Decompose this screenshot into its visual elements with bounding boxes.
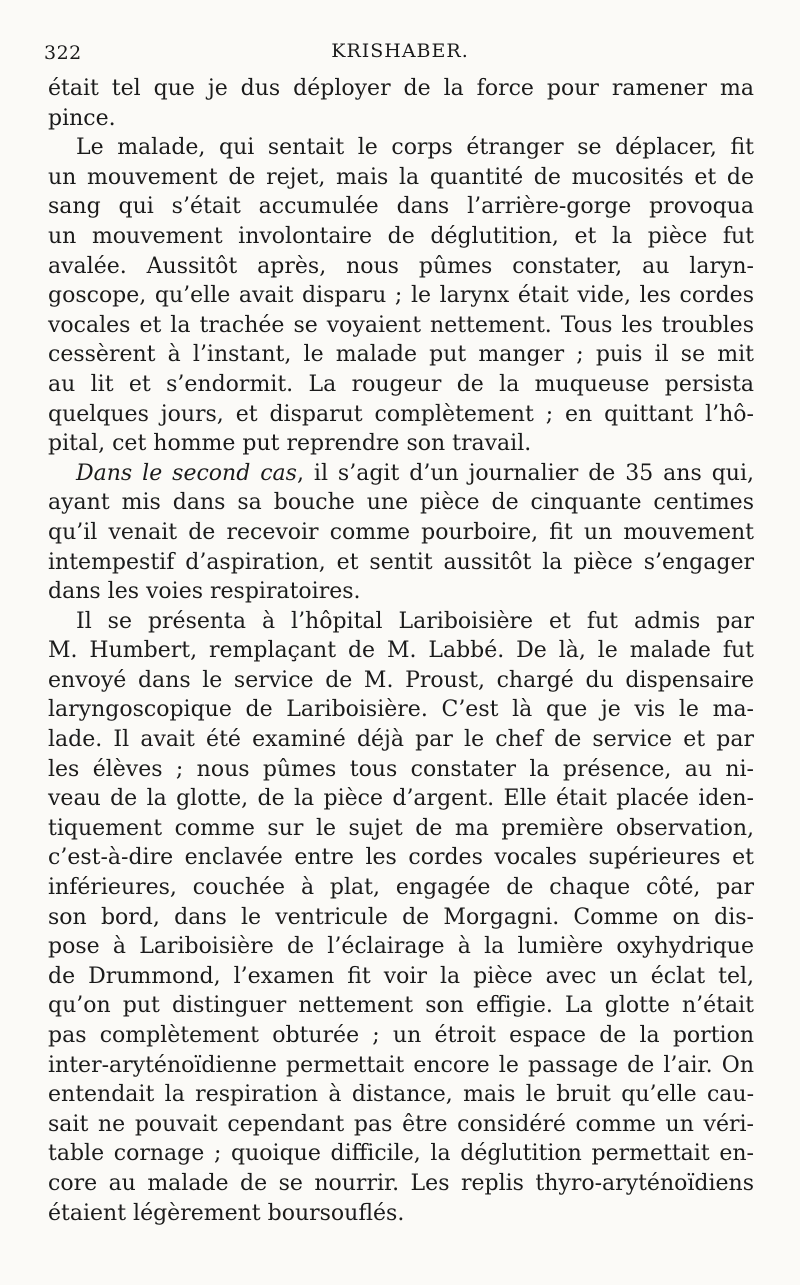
text-line: pital, cet homme put reprendre son travail. bbox=[48, 431, 532, 457]
text-line: inter-aryténoïdienne permettait encore le passage de l’air. On bbox=[48, 1052, 754, 1078]
text-line: tiquement comme sur le sujet de ma première observation, bbox=[48, 815, 754, 841]
page-number: 322 bbox=[44, 42, 82, 64]
text-line: goscope, qu’elle avait disparu ; le larynx était vide, les cordes bbox=[48, 283, 754, 309]
paragraph-first-line: Il se présenta à l’hôpital Lariboisière et fut admis par bbox=[76, 608, 754, 634]
text-line: inférieures, couchée à plat, engagée de chaque côté, par bbox=[48, 875, 754, 901]
text-line: intempestif d’aspiration, et sentit aussitôt la pièce s’engager bbox=[48, 549, 754, 575]
text-line: pas complètement obturée ; un étroit espace de la portion bbox=[48, 1023, 754, 1048]
text-line: lade. Il avait été examiné déjà par le chef de service et par bbox=[48, 727, 754, 753]
paragraph-first-line: Le malade, qui sentait le corps étranger se déplacer, fit bbox=[76, 135, 754, 161]
text-line: entendait la respiration à distance, mais le bruit qu’elle cau- bbox=[48, 1082, 754, 1108]
text-line: vocales et la trachée se voyaient nettement. Tous les troubles bbox=[48, 312, 754, 338]
italic-phrase: Dans le second cas bbox=[76, 460, 297, 486]
text-line: au lit et s’endormit. La rougeur de la muqueuse persista bbox=[48, 371, 754, 397]
running-head: KRISHABER. bbox=[331, 40, 469, 62]
text-line: M. Humbert, remplaçant de M. Labbé. De là, le malade fut bbox=[48, 638, 754, 664]
text-line: dans les voies respiratoires. bbox=[48, 579, 361, 605]
text-line: veau de la glotte, de la pièce d’argent. Elle était placée iden- bbox=[48, 786, 754, 812]
text-line: était tel que je dus déployer de la force pour ramener ma bbox=[48, 76, 754, 101]
text-line: les élèves ; nous pûmes tous constater la présence, au ni- bbox=[48, 756, 754, 782]
text-line: cessèrent à l’instant, le malade put manger ; puis il se mit bbox=[48, 342, 754, 368]
text-line: avalée. Aussitôt après, nous pûmes constater, au laryn- bbox=[48, 253, 754, 279]
text-line: un mouvement involontaire de déglutition, et la pièce fut bbox=[48, 223, 754, 249]
text-line: quelques jours, et disparut complètement ; en quittant l’hô- bbox=[48, 401, 754, 427]
text-line: ayant mis dans sa bouche une pièce de cinquante centimes bbox=[48, 490, 754, 516]
text-line: un mouvement de rejet, mais la quantité de mucosités et de bbox=[48, 164, 754, 190]
text-span: , il s’agit d’un journalier de 35 ans qui, bbox=[296, 460, 754, 486]
text-line: pose à Lariboisière de l’éclairage à la lumière oxyhydrique bbox=[48, 934, 754, 960]
text-line: pince. bbox=[48, 105, 116, 131]
text-line: étaient légèrement boursouflés. bbox=[48, 1200, 405, 1226]
text-line: qu’on put distinguer nettement son effigie. La glotte n’était bbox=[48, 993, 754, 1019]
text-line: de Drummond, l’examen fit voir la pièce avec un éclat tel, bbox=[48, 963, 754, 989]
text-line: qu’il venait de recevoir comme pourboire, fit un mouvement bbox=[48, 519, 754, 545]
paragraph-first-line bbox=[48, 459, 754, 489]
text-line: sait ne pouvait cependant pas être considéré comme un véri- bbox=[48, 1111, 754, 1137]
body-text bbox=[48, 74, 754, 1228]
text-line: c’est-à-dire enclavée entre les cordes vocales supérieures et bbox=[48, 845, 754, 871]
text-line: sang qui s’était accumulée dans l’arrière-gorge provoqua bbox=[48, 194, 754, 220]
text-line: son bord, dans le ventricule de Morgagni. Comme on dis- bbox=[48, 904, 754, 930]
text-line: envoyé dans le service de M. Proust, chargé du dispensaire bbox=[48, 667, 754, 693]
text-line: core au malade de se nourrir. Les replis thyro-aryténoïdiens bbox=[48, 1170, 754, 1196]
text-line: table cornage ; quoique difficile, la déglutition permettait en- bbox=[48, 1141, 754, 1167]
text-line: laryngoscopique de Lariboisière. C’est là que je vis le ma- bbox=[48, 697, 754, 723]
